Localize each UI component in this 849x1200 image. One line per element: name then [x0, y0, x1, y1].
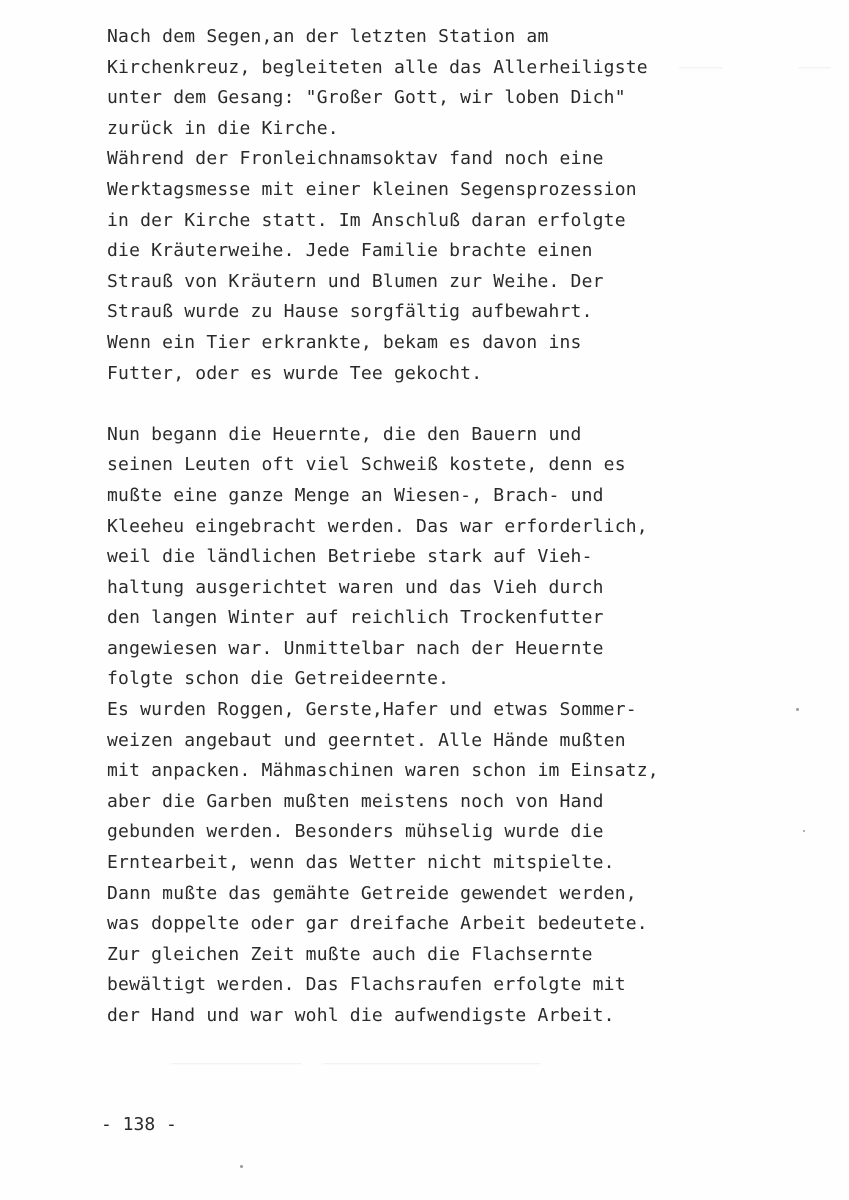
text-line: gebunden werden. Besonders mühselig wurde die [107, 821, 604, 843]
text-line: Zur gleichen Zeit mußte auch die Flachsernte [107, 943, 593, 965]
text-line: seinen Leuten oft viel Schweiß kostete, denn es [107, 454, 626, 476]
text-line: Werktagsmesse mit einer kleinen Segensprozession [107, 178, 637, 200]
text-line: Kleeheu eingebracht werden. Das war erforderlich, [107, 515, 648, 537]
text-line: Strauß wurde zu Hause sorgfältig aufbewahrt. [107, 301, 593, 323]
paragraph-hay-harvest [107, 420, 787, 695]
text-line: die Kräuterweihe. Jede Familie brachte einen [107, 240, 593, 262]
text-line: in der Kirche statt. Im Anschluß daran erfolgte [107, 209, 626, 231]
text-line: Erntearbeit, wenn das Wetter nicht mitspielte. [107, 852, 615, 874]
text-line: Strauß von Kräutern und Blumen zur Weihe. Der [107, 270, 604, 292]
text-line: was doppelte oder gar dreifache Arbeit bedeutete. [107, 913, 648, 935]
show-through-texture: ____ ___ [560, 48, 831, 69]
text-line: der Hand und war wohl die aufwendigste Arbeit. [107, 1005, 615, 1026]
paragraph-herb-blessing [107, 144, 787, 389]
page-number: - 138 - [101, 1114, 177, 1135]
text-line: zurück in die Kirche. [107, 117, 339, 139]
text-line: Futter, oder es wurde Tee gekocht. [107, 362, 483, 384]
text-line: Während der Fronleichnamsoktav fand noch eine [107, 148, 604, 170]
text-line: Dann mußte das gemähte Getreide gewendet werden, [107, 882, 637, 904]
text-line: Kirchenkreuz, begleiteten alle das Allerheiligste [107, 56, 648, 78]
text-line: bewältigt werden. Das Flachsraufen erfolgte mit [107, 974, 626, 996]
text-line: unter dem Gesang: "Großer Gott, wir loben Dich" [107, 87, 626, 109]
text-line: Nach dem Segen,an der letzten Station am [107, 26, 549, 47]
text-line: folgte schon die Getreideernte. [107, 668, 450, 690]
text-line: Es wurden Roggen, Gerste,Hafer und etwas Sommer- [107, 699, 637, 721]
paragraph-procession [107, 22, 787, 144]
document-body [107, 22, 787, 1032]
text-line: angewiesen war. Unmittelbar nach der Heuernte [107, 637, 604, 659]
paragraph-grain-harvest [107, 695, 787, 1032]
text-line: weizen angebaut und geerntet. Alle Hände mußten [107, 729, 626, 751]
text-line: mit anpacken. Mähmaschinen waren schon im Einsatz, [107, 760, 659, 782]
scan-speck [803, 830, 805, 832]
text-line: Wenn ein Tier erkrankte, bekam es davon ins [107, 331, 582, 353]
text-line: haltung ausgerichtet waren und das Vieh durch [107, 576, 604, 598]
text-line: den langen Winter auf reichlich Trockenfutter [107, 607, 604, 629]
show-through-texture: ____________ ____________________ [150, 1044, 541, 1065]
text-line: aber die Garben mußten meistens noch von Hand [107, 790, 604, 812]
scan-speck [240, 1165, 243, 1168]
text-line: Nun begann die Heuernte, die den Bauern und [107, 423, 582, 445]
text-line: mußte eine ganze Menge an Wiesen-, Brach- und [107, 484, 604, 506]
text-line: weil die ländlichen Betriebe stark auf Vieh- [107, 546, 593, 568]
paragraph-spacer [107, 389, 787, 420]
scan-speck [796, 708, 799, 711]
